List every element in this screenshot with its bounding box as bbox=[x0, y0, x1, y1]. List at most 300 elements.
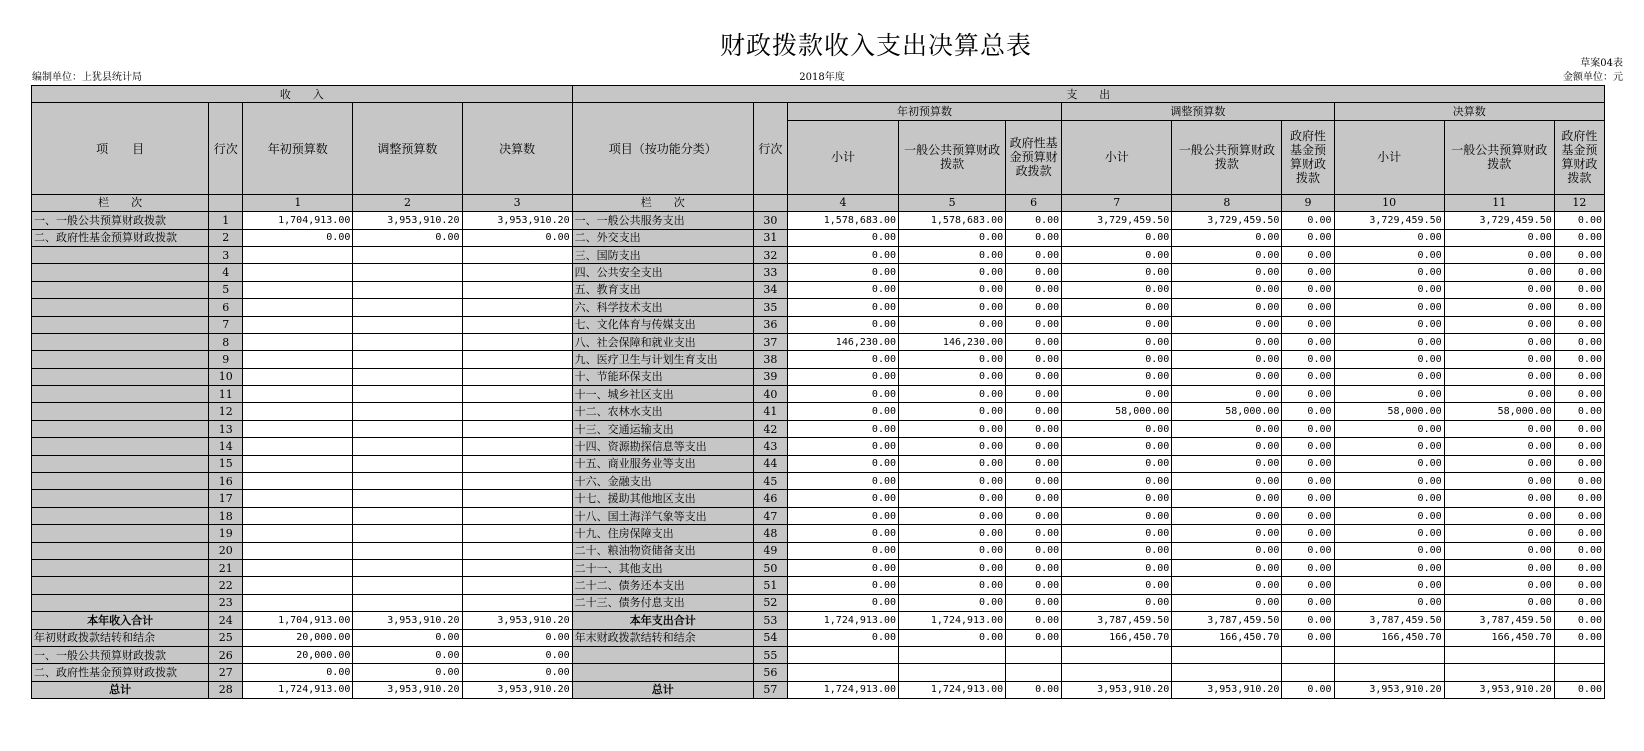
income-value-cell bbox=[462, 420, 572, 437]
expense-value-cell: 0.00 bbox=[1062, 559, 1172, 576]
expense-value-cell: 3,953,910.20 bbox=[1444, 681, 1554, 698]
expense-value-cell bbox=[1062, 664, 1172, 681]
income-row-no: 18 bbox=[209, 507, 243, 524]
income-value-cell bbox=[243, 316, 353, 333]
expense-value-cell: 0.00 bbox=[1554, 351, 1604, 368]
income-value-cell bbox=[353, 577, 462, 594]
expense-value-cell: 3,729,459.50 bbox=[1172, 212, 1282, 229]
income-row-no: 9 bbox=[209, 351, 243, 368]
income-value-cell bbox=[353, 559, 462, 576]
col-subtotal-2: 小计 bbox=[1062, 120, 1172, 194]
table-row bbox=[32, 438, 1605, 455]
expense-value-cell: 1,724,913.00 bbox=[787, 612, 898, 629]
expense-value-cell bbox=[1282, 664, 1334, 681]
expense-value-cell: 3,787,459.50 bbox=[1062, 612, 1172, 629]
expense-header: 支 出 bbox=[572, 86, 1604, 103]
expense-value-cell: 0.00 bbox=[1334, 333, 1444, 350]
expense-value-cell: 0.00 bbox=[1554, 212, 1604, 229]
expense-value-cell bbox=[1172, 664, 1282, 681]
income-value-cell: 3,953,910.20 bbox=[353, 212, 462, 229]
expense-value-cell: 0.00 bbox=[787, 490, 898, 507]
expense-value-cell: 0.00 bbox=[899, 386, 1006, 403]
income-value-cell: 0.00 bbox=[462, 629, 572, 646]
expense-value-cell: 0.00 bbox=[1006, 246, 1062, 263]
expense-value-cell bbox=[1282, 646, 1334, 663]
expense-value-cell: 0.00 bbox=[899, 507, 1006, 524]
expense-row-no: 30 bbox=[753, 212, 787, 229]
income-item-cell bbox=[32, 264, 209, 281]
expense-value-cell: 0.00 bbox=[1444, 264, 1554, 281]
expense-value-cell: 0.00 bbox=[1444, 525, 1554, 542]
table-row bbox=[32, 455, 1605, 472]
expense-row-no: 42 bbox=[753, 420, 787, 437]
expense-row-no: 49 bbox=[753, 542, 787, 559]
expense-value-cell: 0.00 bbox=[1282, 473, 1334, 490]
table-row bbox=[32, 525, 1605, 542]
income-value-cell bbox=[462, 507, 572, 524]
income-item-cell bbox=[32, 507, 209, 524]
expense-item-cell: 二十一、其他支出 bbox=[572, 559, 753, 576]
expense-value-cell: 0.00 bbox=[787, 246, 898, 263]
income-value-cell: 1,704,913.00 bbox=[243, 612, 353, 629]
expense-row-no: 32 bbox=[753, 246, 787, 263]
expense-value-cell: 0.00 bbox=[899, 229, 1006, 246]
income-item-cell: 总计 bbox=[32, 681, 209, 698]
income-row-no: 13 bbox=[209, 420, 243, 437]
expense-value-cell: 0.00 bbox=[1172, 420, 1282, 437]
expense-value-cell: 0.00 bbox=[1282, 629, 1334, 646]
expense-value-cell: 0.00 bbox=[1554, 577, 1604, 594]
income-value-cell bbox=[462, 264, 572, 281]
expense-value-cell: 0.00 bbox=[1554, 333, 1604, 350]
expense-value-cell: 0.00 bbox=[1444, 368, 1554, 385]
expense-value-cell: 0.00 bbox=[899, 438, 1006, 455]
income-value-cell bbox=[243, 490, 353, 507]
expense-row-no: 55 bbox=[753, 646, 787, 663]
lanci-1: 1 bbox=[243, 194, 353, 211]
expense-value-cell bbox=[899, 664, 1006, 681]
expense-row-no: 44 bbox=[753, 455, 787, 472]
expense-value-cell: 58,000.00 bbox=[1062, 403, 1172, 420]
expense-value-cell: 0.00 bbox=[1006, 507, 1062, 524]
income-row-no: 24 bbox=[209, 612, 243, 629]
expense-value-cell: 0.00 bbox=[1282, 559, 1334, 576]
expense-value-cell bbox=[1444, 664, 1554, 681]
expense-value-cell: 0.00 bbox=[1172, 333, 1282, 350]
expense-value-cell: 0.00 bbox=[1006, 455, 1062, 472]
expense-value-cell: 0.00 bbox=[1282, 351, 1334, 368]
expense-value-cell: 0.00 bbox=[1006, 386, 1062, 403]
table-row bbox=[32, 299, 1605, 316]
expense-value-cell: 0.00 bbox=[1282, 594, 1334, 611]
expense-value-cell: 0.00 bbox=[787, 368, 898, 385]
expense-value-cell: 0.00 bbox=[1172, 594, 1282, 611]
expense-value-cell: 0.00 bbox=[1334, 264, 1444, 281]
expense-value-cell bbox=[899, 646, 1006, 663]
expense-value-cell: 3,729,459.50 bbox=[1444, 212, 1554, 229]
table-row bbox=[32, 594, 1605, 611]
expense-item-cell bbox=[572, 646, 753, 663]
expense-value-cell: 0.00 bbox=[1062, 386, 1172, 403]
expense-row-no: 31 bbox=[753, 229, 787, 246]
expense-item-cell: 十、节能环保支出 bbox=[572, 368, 753, 385]
expense-value-cell: 0.00 bbox=[1444, 299, 1554, 316]
expense-value-cell bbox=[787, 646, 898, 663]
income-item-cell bbox=[32, 559, 209, 576]
table-row bbox=[32, 368, 1605, 385]
expense-item-cell bbox=[572, 664, 753, 681]
expense-value-cell: 0.00 bbox=[1282, 403, 1334, 420]
col-general-1: 一般公共预算财政拨款 bbox=[899, 120, 1006, 194]
income-value-cell bbox=[243, 438, 353, 455]
expense-value-cell: 0.00 bbox=[1172, 542, 1282, 559]
expense-value-cell: 0.00 bbox=[899, 490, 1006, 507]
col-exp-row-no: 行次 bbox=[753, 103, 787, 194]
income-value-cell bbox=[243, 403, 353, 420]
expense-item-cell: 十七、援助其他地区支出 bbox=[572, 490, 753, 507]
expense-value-cell: 0.00 bbox=[899, 525, 1006, 542]
lanci-12: 12 bbox=[1554, 194, 1604, 211]
expense-value-cell: 0.00 bbox=[1172, 351, 1282, 368]
expense-row-no: 40 bbox=[753, 386, 787, 403]
expense-value-cell: 0.00 bbox=[1062, 351, 1172, 368]
income-item-cell: 本年收入合计 bbox=[32, 612, 209, 629]
income-value-cell bbox=[353, 403, 462, 420]
income-value-cell bbox=[462, 403, 572, 420]
expense-value-cell: 1,724,913.00 bbox=[787, 681, 898, 698]
income-row-no: 12 bbox=[209, 403, 243, 420]
expense-value-cell: 0.00 bbox=[899, 577, 1006, 594]
expense-value-cell bbox=[1006, 664, 1062, 681]
expense-item-cell: 七、文化体育与传媒支出 bbox=[572, 316, 753, 333]
income-value-cell bbox=[353, 594, 462, 611]
income-row-no: 14 bbox=[209, 438, 243, 455]
income-row-no: 2 bbox=[209, 229, 243, 246]
income-value-cell bbox=[462, 525, 572, 542]
income-item-cell bbox=[32, 386, 209, 403]
expense-value-cell: 0.00 bbox=[1006, 229, 1062, 246]
expense-value-cell: 0.00 bbox=[1006, 403, 1062, 420]
expense-item-cell: 三、国防支出 bbox=[572, 246, 753, 263]
income-value-cell: 0.00 bbox=[353, 229, 462, 246]
expense-value-cell bbox=[1334, 664, 1444, 681]
expense-value-cell: 0.00 bbox=[1444, 542, 1554, 559]
expense-value-cell bbox=[1172, 646, 1282, 663]
income-item-cell: 一、一般公共预算财政拨款 bbox=[32, 646, 209, 663]
expense-value-cell: 3,953,910.20 bbox=[1062, 681, 1172, 698]
income-value-cell: 3,953,910.20 bbox=[353, 681, 462, 698]
expense-value-cell: 0.00 bbox=[1172, 507, 1282, 524]
expense-value-cell: 0.00 bbox=[787, 594, 898, 611]
income-value-cell bbox=[353, 368, 462, 385]
expense-value-cell: 0.00 bbox=[1334, 299, 1444, 316]
income-value-cell bbox=[462, 490, 572, 507]
expense-row-no: 33 bbox=[753, 264, 787, 281]
income-value-cell bbox=[243, 333, 353, 350]
income-value-cell: 0.00 bbox=[462, 664, 572, 681]
income-value-cell bbox=[462, 542, 572, 559]
expense-value-cell: 0.00 bbox=[1062, 507, 1172, 524]
expense-row-no: 57 bbox=[753, 681, 787, 698]
expense-value-cell: 146,230.00 bbox=[899, 333, 1006, 350]
expense-value-cell bbox=[787, 664, 898, 681]
income-value-cell bbox=[353, 420, 462, 437]
expense-value-cell: 0.00 bbox=[1282, 281, 1334, 298]
expense-value-cell: 0.00 bbox=[787, 420, 898, 437]
expense-value-cell: 0.00 bbox=[1282, 212, 1334, 229]
income-value-cell bbox=[243, 386, 353, 403]
expense-row-no: 45 bbox=[753, 473, 787, 490]
expense-value-cell: 0.00 bbox=[787, 438, 898, 455]
expense-value-cell: 0.00 bbox=[899, 403, 1006, 420]
expense-row-no: 56 bbox=[753, 664, 787, 681]
col-govfund-1: 政府性基金预算财政拨款 bbox=[1006, 120, 1062, 194]
income-item-cell bbox=[32, 525, 209, 542]
expense-value-cell: 0.00 bbox=[899, 473, 1006, 490]
expense-value-cell: 0.00 bbox=[1282, 490, 1334, 507]
col-subtotal-3: 小计 bbox=[1334, 120, 1444, 194]
col-row-no: 行次 bbox=[209, 103, 243, 194]
income-row-no: 7 bbox=[209, 316, 243, 333]
expense-value-cell: 0.00 bbox=[1444, 490, 1554, 507]
col-govfund-3: 政府性基金预算财政拨款 bbox=[1554, 120, 1604, 194]
expense-value-cell: 0.00 bbox=[899, 299, 1006, 316]
expense-value-cell: 58,000.00 bbox=[1444, 403, 1554, 420]
income-item-cell bbox=[32, 438, 209, 455]
expense-value-cell: 0.00 bbox=[1554, 525, 1604, 542]
expense-value-cell: 0.00 bbox=[1444, 594, 1554, 611]
expense-item-cell: 十六、金融支出 bbox=[572, 473, 753, 490]
expense-value-cell: 0.00 bbox=[1062, 473, 1172, 490]
expense-value-cell: 0.00 bbox=[1062, 316, 1172, 333]
expense-value-cell: 0.00 bbox=[1334, 577, 1444, 594]
expense-value-cell: 0.00 bbox=[1334, 455, 1444, 472]
income-row-no: 15 bbox=[209, 455, 243, 472]
income-value-cell bbox=[353, 386, 462, 403]
expense-value-cell: 0.00 bbox=[1172, 525, 1282, 542]
expense-value-cell: 0.00 bbox=[1172, 473, 1282, 490]
expense-value-cell: 0.00 bbox=[787, 559, 898, 576]
expense-value-cell: 0.00 bbox=[1334, 525, 1444, 542]
expense-value-cell: 0.00 bbox=[1334, 438, 1444, 455]
expense-value-cell: 0.00 bbox=[1172, 386, 1282, 403]
income-row-no: 4 bbox=[209, 264, 243, 281]
expense-value-cell: 1,724,913.00 bbox=[899, 612, 1006, 629]
income-value-cell bbox=[243, 299, 353, 316]
expense-value-cell: 0.00 bbox=[1062, 299, 1172, 316]
income-value-cell bbox=[243, 264, 353, 281]
income-row-no: 20 bbox=[209, 542, 243, 559]
expense-value-cell: 0.00 bbox=[1554, 438, 1604, 455]
expense-value-cell: 0.00 bbox=[787, 455, 898, 472]
income-value-cell: 1,704,913.00 bbox=[243, 212, 353, 229]
expense-value-cell: 146,230.00 bbox=[787, 333, 898, 350]
expense-item-cell: 二十二、债务还本支出 bbox=[572, 577, 753, 594]
expense-value-cell: 0.00 bbox=[1554, 229, 1604, 246]
expense-value-cell: 0.00 bbox=[787, 386, 898, 403]
expense-value-cell: 0.00 bbox=[1334, 351, 1444, 368]
expense-item-cell: 九、医疗卫生与计划生育支出 bbox=[572, 351, 753, 368]
lanci-8: 8 bbox=[1172, 194, 1282, 211]
lanci-9: 9 bbox=[1282, 194, 1334, 211]
expense-value-cell bbox=[1006, 646, 1062, 663]
income-item-cell bbox=[32, 577, 209, 594]
col-initial: 年初预算数 bbox=[243, 103, 353, 194]
income-value-cell bbox=[462, 455, 572, 472]
table-row bbox=[32, 229, 1605, 246]
expense-value-cell: 0.00 bbox=[1006, 368, 1062, 385]
income-value-cell bbox=[353, 351, 462, 368]
income-value-cell bbox=[243, 281, 353, 298]
expense-row-no: 39 bbox=[753, 368, 787, 385]
expense-value-cell: 0.00 bbox=[1334, 420, 1444, 437]
lanci-label-2: 栏 次 bbox=[572, 194, 753, 211]
income-value-cell bbox=[353, 316, 462, 333]
lanci-2: 2 bbox=[353, 194, 462, 211]
income-value-cell: 0.00 bbox=[353, 664, 462, 681]
col-general-2: 一般公共预算财政拨款 bbox=[1172, 120, 1282, 194]
expense-value-cell: 0.00 bbox=[787, 542, 898, 559]
income-value-cell bbox=[353, 281, 462, 298]
expense-value-cell: 0.00 bbox=[899, 455, 1006, 472]
expense-value-cell: 0.00 bbox=[1554, 455, 1604, 472]
currency-label: 金额单位：元 bbox=[1563, 72, 1623, 83]
income-value-cell: 3,953,910.20 bbox=[462, 612, 572, 629]
income-value-cell bbox=[353, 299, 462, 316]
expense-value-cell: 0.00 bbox=[1554, 299, 1604, 316]
expense-row-no: 46 bbox=[753, 490, 787, 507]
table-row bbox=[32, 490, 1605, 507]
expense-value-cell: 0.00 bbox=[787, 629, 898, 646]
income-value-cell bbox=[462, 281, 572, 298]
expense-value-cell: 0.00 bbox=[1554, 316, 1604, 333]
expense-value-cell: 0.00 bbox=[1282, 386, 1334, 403]
expense-value-cell: 0.00 bbox=[787, 316, 898, 333]
income-value-cell bbox=[353, 490, 462, 507]
income-value-cell: 1,724,913.00 bbox=[243, 681, 353, 698]
income-value-cell bbox=[243, 542, 353, 559]
expense-row-no: 34 bbox=[753, 281, 787, 298]
expense-value-cell: 0.00 bbox=[899, 559, 1006, 576]
expense-value-cell: 166,450.70 bbox=[1172, 629, 1282, 646]
income-value-cell bbox=[462, 473, 572, 490]
expense-value-cell: 0.00 bbox=[1172, 246, 1282, 263]
expense-value-cell: 0.00 bbox=[1006, 264, 1062, 281]
expense-value-cell: 0.00 bbox=[1334, 229, 1444, 246]
income-value-cell: 3,953,910.20 bbox=[462, 212, 572, 229]
expense-value-cell: 0.00 bbox=[787, 229, 898, 246]
expense-item-cell: 一、一般公共服务支出 bbox=[572, 212, 753, 229]
expense-value-cell: 0.00 bbox=[1334, 490, 1444, 507]
expense-value-cell: 0.00 bbox=[1334, 507, 1444, 524]
income-value-cell bbox=[243, 368, 353, 385]
expense-value-cell: 0.00 bbox=[1172, 229, 1282, 246]
lanci-label: 栏 次 bbox=[32, 194, 209, 211]
expense-value-cell: 0.00 bbox=[1172, 316, 1282, 333]
expense-item-cell: 二十三、债务付息支出 bbox=[572, 594, 753, 611]
income-row-no: 28 bbox=[209, 681, 243, 698]
table-row bbox=[32, 473, 1605, 490]
expense-value-cell: 0.00 bbox=[1334, 594, 1444, 611]
expense-item-cell: 六、科学技术支出 bbox=[572, 299, 753, 316]
expense-value-cell: 0.00 bbox=[787, 299, 898, 316]
expense-row-no: 43 bbox=[753, 438, 787, 455]
group-initial: 年初预算数 bbox=[787, 103, 1061, 120]
table-row bbox=[32, 646, 1605, 663]
income-row-no: 17 bbox=[209, 490, 243, 507]
income-item-cell: 年初财政拨款结转和结余 bbox=[32, 629, 209, 646]
income-item-cell bbox=[32, 351, 209, 368]
expense-item-cell: 十四、资源勘探信息等支出 bbox=[572, 438, 753, 455]
expense-value-cell: 0.00 bbox=[899, 264, 1006, 281]
expense-value-cell: 0.00 bbox=[1006, 490, 1062, 507]
page-title: 财政拨款收入支出决算总表 bbox=[719, 31, 1032, 60]
expense-value-cell: 0.00 bbox=[1172, 368, 1282, 385]
expense-value-cell: 0.00 bbox=[1444, 229, 1554, 246]
expense-value-cell: 0.00 bbox=[1062, 420, 1172, 437]
expense-value-cell: 0.00 bbox=[1006, 629, 1062, 646]
income-value-cell bbox=[462, 299, 572, 316]
income-row-no: 26 bbox=[209, 646, 243, 663]
income-row-no: 19 bbox=[209, 525, 243, 542]
expense-value-cell: 0.00 bbox=[1006, 299, 1062, 316]
income-value-cell bbox=[353, 542, 462, 559]
expense-value-cell: 0.00 bbox=[1282, 577, 1334, 594]
income-item-cell: 一、一般公共预算财政拨款 bbox=[32, 212, 209, 229]
table-row bbox=[32, 681, 1605, 698]
expense-item-cell: 十二、农林水支出 bbox=[572, 403, 753, 420]
expense-value-cell: 0.00 bbox=[787, 351, 898, 368]
table-row bbox=[32, 212, 1605, 229]
expense-value-cell: 0.00 bbox=[1444, 420, 1554, 437]
income-item-cell bbox=[32, 316, 209, 333]
col-adjusted: 调整预算数 bbox=[353, 103, 462, 194]
expense-value-cell: 0.00 bbox=[1334, 473, 1444, 490]
expense-value-cell: 3,729,459.50 bbox=[1062, 212, 1172, 229]
expense-value-cell: 0.00 bbox=[1554, 473, 1604, 490]
expense-value-cell: 166,450.70 bbox=[1334, 629, 1444, 646]
expense-value-cell: 58,000.00 bbox=[1172, 403, 1282, 420]
expense-value-cell: 0.00 bbox=[1282, 612, 1334, 629]
form-code: 草案04表 bbox=[1580, 58, 1623, 69]
lanci-3: 3 bbox=[462, 194, 572, 211]
expense-value-cell: 0.00 bbox=[1006, 316, 1062, 333]
expense-value-cell: 0.00 bbox=[1172, 577, 1282, 594]
expense-item-cell: 二十、粮油物资储备支出 bbox=[572, 542, 753, 559]
income-value-cell bbox=[243, 420, 353, 437]
expense-value-cell: 3,787,459.50 bbox=[1172, 612, 1282, 629]
expense-value-cell: 0.00 bbox=[1062, 229, 1172, 246]
income-item-cell bbox=[32, 455, 209, 472]
table-row bbox=[32, 281, 1605, 298]
unit-label: 编制单位：上犹县统计局 bbox=[32, 72, 142, 83]
expense-value-cell: 3,787,459.50 bbox=[1334, 612, 1444, 629]
table-row bbox=[32, 386, 1605, 403]
expense-value-cell: 0.00 bbox=[1444, 559, 1554, 576]
expense-row-no: 52 bbox=[753, 594, 787, 611]
income-value-cell bbox=[243, 559, 353, 576]
income-value-cell bbox=[353, 455, 462, 472]
expense-value-cell: 0.00 bbox=[1172, 264, 1282, 281]
income-value-cell: 0.00 bbox=[353, 646, 462, 663]
expense-value-cell: 0.00 bbox=[1006, 351, 1062, 368]
expense-value-cell: 0.00 bbox=[1062, 455, 1172, 472]
income-value-cell bbox=[462, 246, 572, 263]
income-row-no: 3 bbox=[209, 246, 243, 263]
expense-value-cell: 0.00 bbox=[1172, 299, 1282, 316]
expense-value-cell: 0.00 bbox=[899, 594, 1006, 611]
expense-row-no: 53 bbox=[753, 612, 787, 629]
